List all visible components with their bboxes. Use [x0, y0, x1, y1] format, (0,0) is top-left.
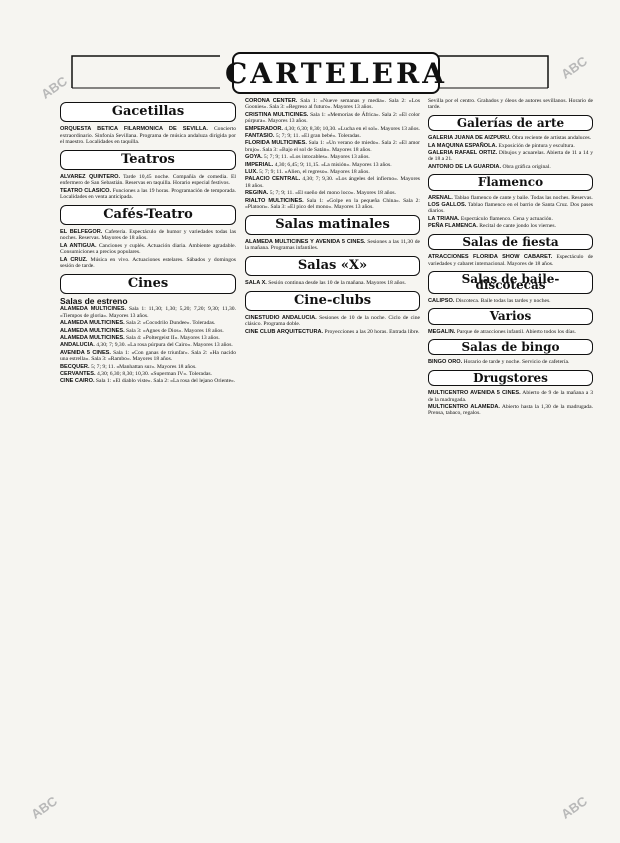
listing-entry: CORONA CENTER. Sala 1: «Nueve semanas y media». Sala 2: «Los Goonies». Sala 3: «Regreso al futuro». Mayores 13 años.: [245, 98, 420, 111]
listing-entry: LA ANTIGUA. Canciones y cuplés. Actuación diaria. Ambiente agradable. Consumiciones a precios populares.: [60, 242, 236, 256]
section-heading-galerias: Galerías de arte: [428, 115, 593, 131]
listing-entry: ARENAL. Tablao flamenco de cante y baile. Todas las noches. Reservas.: [428, 194, 593, 201]
listing-entry: MULTICENTRO AVENIDA 5 CINES. Abierto de 9 de la mañana a 3 de la madrugada.: [428, 390, 593, 403]
listing-entry: FANTASIO. 5; 7; 9; 11. «El gran bebé». Toleradas.: [245, 133, 361, 140]
listing-entry: MEGALIN. Parque de atracciones infantil. Abierto todos los días.: [428, 328, 576, 335]
listing-entry: ALAMEDA MULTICINES. Sala 1: 11,30; 1,30; 5,20; 7,20; 9,30; 11,30. «Tiempos de gloria». Mayores 13 años.: [60, 306, 236, 319]
listing-entry: ALAMEDA MULTICINES. Sala 3: «Agnes de Dios». Mayores 18 años.: [60, 327, 224, 334]
listing-entry: ALVAREZ QUINTERO. Tarde 10,45 noche. Compañía de comedia. El enfermero de San Sebastián. Reservas en taquilla. Horario especial festivos.: [60, 174, 236, 187]
section-heading-drugstores: Drugstores: [428, 370, 593, 386]
column-3: [428, 98, 593, 418]
listing-entry: PEÑA FLAMENCA. Recital de cante jondo los viernes.: [428, 223, 556, 230]
listing-entry: PALACIO CENTRAL. 4,30; 7; 9,30. «Los ángeles del infierno». Mayores 18 años.: [245, 176, 420, 189]
listing-entry: LA MAQUINA ESPAÑOLA. Exposición de pintura y escultura.: [428, 142, 575, 149]
section-heading-bingo: Salas de bingo: [428, 339, 593, 355]
section-heading-salas-fiesta: Salas de fiesta: [428, 234, 593, 250]
section-heading-baile-discotecas: Salas de baile-discotecas: [428, 271, 593, 294]
listing-entry: ALAMEDA MULTICINES. Sala 2: «Cocodrilo Dundee». Toleradas.: [60, 320, 216, 327]
section-heading-salas-matinales: Salas matinales: [245, 215, 420, 235]
listing-entry: AVENIDA 5 CINES. Sala 1: «Con ganas de triunfar». Sala 2: «Ha nacido una estrella». Sala 3: «Rambo». Mayores 18 años.: [60, 349, 236, 363]
listing-entry: BECQUER. 5; 7; 9; 11. «Manhattan sur». Mayores 18 años.: [60, 363, 197, 370]
section-heading-flamenco: Flamenco: [428, 174, 593, 190]
listing-entry: LA TRIANA. Espectáculo flamenco. Cena y actuación.: [428, 215, 553, 222]
listing-entry: GALERIA JUANA DE AIZPURU. Obra reciente de artistas andaluces.: [428, 135, 592, 142]
listing-entry: REGINA. 5; 7; 9; 11. «El sueño del mono loco». Mayores 18 años.: [245, 190, 396, 197]
section-heading-teatros: Teatros: [60, 150, 236, 170]
listing-entry: FLORIDA MULTICINES. Sala 1: «Un verano de miedo». Sala 2: «El amor brujo». Sala 3: «Bajo el sol de Satán». Mayores 18 años.: [245, 140, 420, 153]
column-1: [60, 98, 236, 386]
listing-entry: ANDALUCIA. 4,30; 7; 9,30. «La rosa púrpura del Cairo». Mayores 13 años.: [60, 342, 233, 349]
listing-entry: ATRACCIONES FLORIDA SHOW CABARET. Espectáculo de variedades y cabaret internacional. Mayores de 18 años.: [428, 254, 593, 267]
listing-entry: CERVANTES. 4,30; 6,30; 8,30; 10,30. «Superman IV». Toleradas.: [60, 370, 212, 377]
watermark-stamp: ABC: [28, 793, 60, 822]
listing-entry: LA CRUZ. Música en vivo. Actuaciones estelares. Sábados y domingos sesión de tarde.: [60, 256, 236, 270]
listing-entry: CINE CLUB ARQUITECTURA. Proyecciones a las 20 horas. Entrada libre.: [245, 328, 420, 335]
watermark-stamp: ABC: [38, 73, 70, 102]
listing-entry: CRISTINA MULTICINES. Sala 1: «Memorias de África». Sala 2: «El color púrpura». Mayores 13 años.: [245, 111, 420, 125]
watermark-stamp: ABC: [558, 793, 590, 822]
listing-entry: GOYA. 5; 7; 9; 11. «Los intocables». Mayores 13 años.: [245, 154, 370, 161]
section-heading-gacetillas: Gacetillas: [60, 102, 236, 122]
listing-entry: GALERIA RAFAEL ORTIZ. Dibujos y acuarelas. Abierta de 11 a 14 y de 18 a 21.: [428, 150, 593, 163]
subheading-salas-estreno: Salas de estreno: [60, 295, 128, 306]
section-heading-cines: Cines: [60, 274, 236, 294]
listing-entry: CINE CAIRO. Sala 1: «El diablo viste». Sala 2: «La rosa del lejano Oriente».: [60, 378, 236, 385]
watermark-stamp: ABC: [558, 53, 590, 82]
listing-entry: LOS GALLOS. Tablao flamenco en el barrio de Santa Cruz. Dos pases diarios.: [428, 202, 593, 215]
listing-entry: ALAMEDA MULTICINES Y AVENIDA 5 CINES. Sesiones a las 11,30 de la mañana. Programas infantiles.: [245, 238, 420, 252]
section-heading-varios: Varios: [428, 308, 593, 324]
listing-entry: ALAMEDA MULTICINES. Sala 4: «Poltergeist II». Mayores 13 años.: [60, 334, 220, 341]
listing-entry: EL BELFEGOR. Cafetería. Espectáculo de humor y variedades todas las noches. Reservas. Mayores de 18 años.: [60, 229, 237, 242]
listing-entry: ANTONIO DE LA GUARDIA. Obra gráfica original.: [428, 163, 551, 170]
listing-entry: CINESTUDIO ANDALUCIA. Sesiones de 10 de la noche. Ciclo de cine clásico. Programa doble.: [245, 314, 420, 328]
page-title: CARTELERA: [232, 52, 440, 94]
column-2: [245, 98, 420, 336]
section-heading-cine-clubs: Cine-clubs: [245, 291, 420, 311]
listing-entry: ORQUESTA BETICA FILARMONICA DE SEVILLA. Concierto extraordinario. Sinfonía Sevillana. Programa de música andaluza dirigida por el maestro. Localidades en taquilla.: [60, 126, 236, 146]
listing-entry: CALIPSO. Discoteca. Baile todas las tardes y noches.: [428, 297, 551, 304]
listing-entry: LUX. 5; 7; 9; 11. «Alien, el regreso». Mayores 18 años.: [245, 169, 370, 176]
listing-entry: MULTICENTRO ALAMEDA. Abierto hasta la 1,30 de la madrugada. Prensa, tabaco, regalos.: [428, 403, 593, 417]
section-heading-salas-x: Salas «X»: [245, 256, 420, 276]
listing-entry: TEATRO CLASICO. Funciones a las 19 horas. Programación de temporada. Localidades en venta anticipada.: [60, 187, 236, 201]
section-heading-cafes-teatro: Cafés-Teatro: [60, 205, 236, 225]
listing-entry: RIALTO MULTICINES. Sala 1: «Golpe en la pequeña China». Sala 2: «Platoon». Sala 3: «El pico del mono». Mayores 13 años.: [245, 197, 420, 211]
listing-entry: Sevilla por el centro. Grabados y óleos de autores sevillanos. Horario de tarde.: [428, 98, 593, 111]
listing-entry: BINGO ORO. Horario de tarde y noche. Servicio de cafetería.: [428, 359, 570, 366]
listing-entry: IMPERIAL. 4,30; 6,45; 9; 11,15. «La misión». Mayores 13 años.: [245, 161, 392, 168]
listing-entry: EMPERADOR. 4,30; 6,30; 8,30; 10,30. «Lucha en el sol». Mayores 13 años.: [245, 125, 420, 132]
listing-entry: SALA X. Sesión continua desde las 10 de la mañana. Mayores 18 años.: [245, 280, 406, 287]
